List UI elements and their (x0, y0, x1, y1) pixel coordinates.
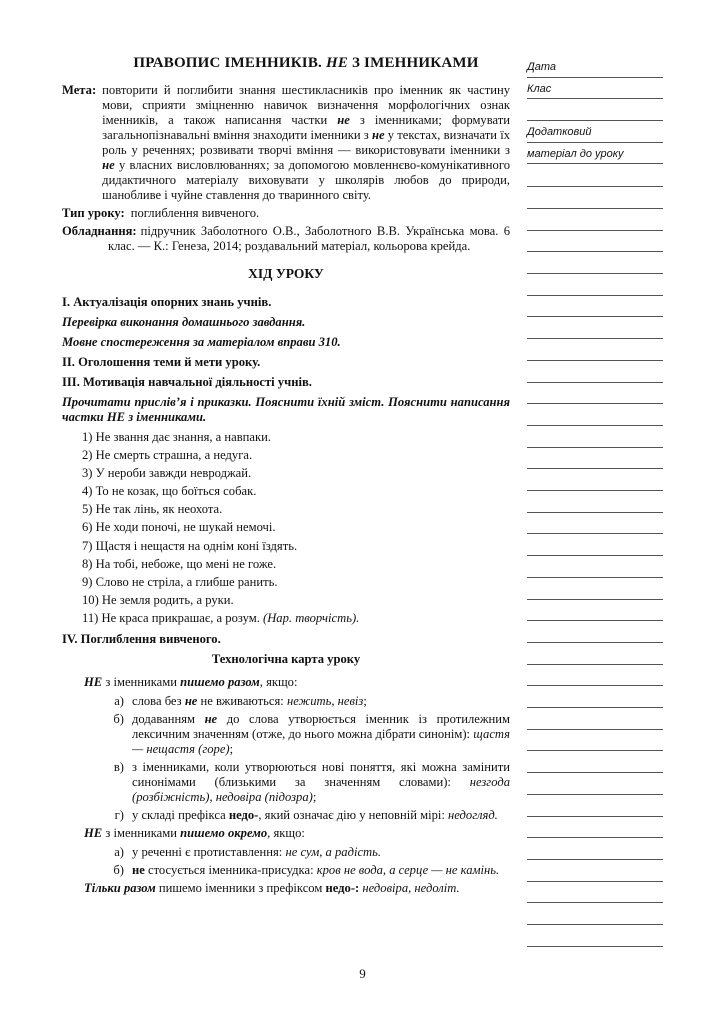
note-line (527, 230, 663, 231)
rule-separate: НЕ з іменниками пишемо окремо, якщо: (84, 825, 305, 840)
note-line (527, 403, 663, 404)
proverb-list (62, 430, 510, 626)
note-line (527, 707, 663, 708)
section-title: ХІД УРОКУ (248, 266, 324, 281)
note-line (527, 859, 663, 860)
note-line (527, 512, 663, 513)
list-item: 4) То не козак, що боїться собак. (82, 484, 257, 499)
note-line (527, 382, 663, 383)
note-line (527, 620, 663, 621)
list-item: 9) Слово не стріла, а глибше ранить. (82, 574, 278, 589)
page-number: 9 (359, 966, 366, 981)
lesson-type: Тип уроку: поглиблення вивченого. (62, 206, 260, 220)
note-line (527, 251, 663, 252)
note-line (527, 664, 663, 665)
list-item: б) додаванням не до слова утворюється іменник із протилежним лексичним значенням (отже, до нього можна дібрати синонім): щастя — нещастя (горе); (113, 711, 511, 756)
note-line (527, 577, 663, 578)
extra-label: Додатковий (527, 121, 663, 143)
note-line (527, 772, 663, 773)
note-line (527, 902, 663, 903)
note-line (527, 490, 663, 491)
sidebar-notes (527, 56, 663, 164)
note-line (527, 186, 663, 187)
note-line (527, 468, 663, 469)
section-heading: II. Оголошення теми й мети уроку. (62, 355, 261, 369)
list-item: а) у реченні є протиставлення: не сум, а радість. (114, 844, 382, 859)
note-line (527, 533, 663, 534)
task-text: Прочитати прислів’я і приказки. Пояснити їхній зміст. Пояснити написання частки НЕ з іменниками. (62, 395, 510, 424)
list-item: 10) Не земля родить, а руки. (82, 592, 234, 607)
note-line (527, 555, 663, 556)
list-item: 5) Не так лінь, як неохота. (82, 502, 223, 517)
rule-together: НЕ з іменниками пишемо разом, якщо: (84, 674, 298, 689)
list-item: г) у складі префікса недо-, який означає дію у неповній мірі: недогляд. (114, 807, 498, 822)
rule-options (62, 694, 510, 823)
note-line (527, 208, 663, 209)
list-item: 11) Не краса прикрашає, а розум. (Нар. творчість). (82, 610, 360, 625)
note-line (527, 881, 663, 882)
note-line (527, 750, 663, 751)
equipment: Обладнання: підручник Заболотного О.В., Заболотного В.В. Українська мова. 6 клас. — К.: Генеза, 2014; роздавальний матеріал, кольорова крейда. (62, 224, 510, 253)
note-line (527, 360, 663, 361)
note-line (527, 729, 663, 730)
section-heading: I. Актуалізація опорних знань учнів. (62, 295, 272, 309)
list-item: 3) У нероби завжди невроджай. (82, 466, 252, 481)
note-line (527, 295, 663, 296)
list-item: 8) На тобі, небоже, що мені не гоже. (82, 556, 277, 571)
goal-label: Мета: (62, 83, 97, 97)
section-heading: IV. Поглиблення вивченого. (62, 631, 221, 646)
card-title: Технологічна карта уроку (211, 651, 361, 666)
rule-options (62, 845, 510, 878)
section-heading: III. Мотивація навчальної діяльності учнів. (62, 375, 312, 389)
note-line (527, 685, 663, 686)
note-line (527, 837, 663, 838)
page-title: ПРАВОПИС ІМЕННИКІВ. НЕ З ІМЕННИКАМИ (133, 55, 479, 71)
note-line (527, 816, 663, 817)
rule-prefix: Тільки разом пишемо іменники з префіксом недо-: недовіра, недоліт. (84, 880, 460, 895)
list-item: 7) Щастя і нещастя на однім коні їздять. (82, 538, 298, 553)
note-line (527, 794, 663, 795)
note-line (527, 924, 663, 925)
blank-line (527, 99, 663, 121)
list-item: 2) Не смерть страшна, а недуга. (82, 448, 253, 463)
list-item: б) не стосується іменника-присудка: кров не вода, а серце — не камінь. (113, 862, 500, 877)
task-text: Перевірка виконання домашнього завдання. (62, 315, 306, 329)
extra-label-2: матеріал до уроку (527, 143, 663, 165)
date-field: Дата (527, 56, 663, 78)
goal-text: повторити й поглибити знання шестикласників про іменник як частину мови, сприяти зміцненню навичок визначення морфологічних ознак іменників, а також написання частки не з іменниками; формувати загальнопізнавальні вміння знаходити іменники з не у текстах, визначати їх роль у реченнях; розвивати творчі вміння — використовувати іменники з не у власних висловлюваннях; за допомогою мовленнєво-комунікативного дидактичного матеріалу виховувати у школярів любов до природи, шанобливе і чуйне ставлення до тваринного світу. (102, 83, 510, 202)
note-line (527, 599, 663, 600)
main-content (62, 56, 510, 900)
list-item: в) з іменниками, коли утворюються нові поняття, які можна замінити синонімами (близькими за значенням словами): незгода (розбіжність), недовіра (підозра); (113, 759, 510, 804)
class-field: Клас (527, 78, 663, 100)
list-item: 1) Не звання дає знання, а навпаки. (82, 430, 272, 444)
note-line (527, 316, 663, 317)
list-item: а) слова без не не вживаються: нежить, невіз; (114, 693, 367, 708)
note-line (527, 338, 663, 339)
list-item: 6) Не ходи поночі, не шукай немочі. (82, 520, 276, 535)
note-line (527, 273, 663, 274)
note-line (527, 642, 663, 643)
note-line (527, 425, 663, 426)
task-text: Мовне спостереження за матеріалом вправи 310. (62, 335, 341, 349)
goal-field (62, 83, 510, 203)
note-line (527, 946, 663, 947)
note-line (527, 447, 663, 448)
